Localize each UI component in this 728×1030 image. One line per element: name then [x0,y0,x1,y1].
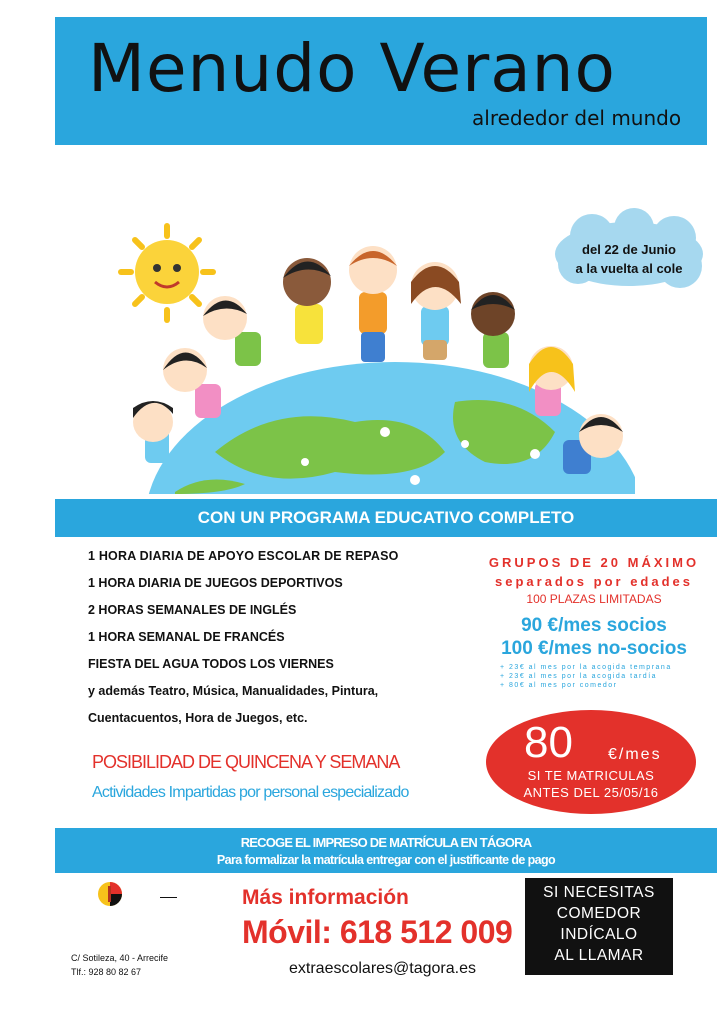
page-subtitle: alrededor del mundo [472,106,682,130]
enrollment-note: Para formalizar la matrícula entregar con el justificante de pago [216,853,556,867]
activities-list [88,549,399,738]
fortnight-option: POSIBILIDAD DE QUINCENA Y SEMANA [92,752,400,772]
dining-notice-box [525,878,673,975]
promo-line-2: ANTES DEL 25/05/16 [523,785,659,800]
page-title: Menudo Verano [88,30,616,107]
pricing-column [470,555,718,690]
promo-price: 80 [524,718,573,767]
address: C/ Sotileza, 40 - Arrecife [71,953,169,963]
early-enrollment-badge [486,710,696,814]
promo-unit: €/mes [608,746,662,763]
dining-line-4: AL LLAMAR [554,947,644,964]
activity-item: 1 HORA SEMANAL DE FRANCÉS [88,630,285,644]
extra-item: + 23€ al mes por la acogida tardía [500,673,658,680]
staff-note: Actividades Impartidas por personal especializado [92,784,409,801]
activity-item: 1 HORA DIARIA DE JUEGOS DEPORTIVOS [88,576,343,590]
activity-item: 1 HORA DIARIA DE APOYO ESCOLAR DE REPASO [88,549,399,563]
more-info-heading: Más información [242,886,409,909]
tagora-logo-icon [97,881,123,907]
phone-number: Tlf.: 928 80 82 67 [71,967,142,977]
price-non-members: 100 €/mes no-socios [501,638,687,659]
dining-line-2: COMEDOR [556,905,642,922]
contact-email[interactable]: extraescolares@tagora.es [289,960,476,977]
extras-list [500,663,718,690]
activity-item: Cuentacuentos, Hora de Juegos, etc. [88,711,308,725]
enrollment-title: RECOGE EL IMPRESO DE MATRÍCULA EN TÁGORA [240,835,532,850]
extra-item: + 23€ al mes por la acogida temprana [500,664,672,671]
date-line-1: del 22 de Junio [582,242,676,257]
divider [160,897,177,898]
groups-by-age: separados por edades [495,574,693,589]
dining-line-1: SI NECESITAS [543,884,655,901]
mobile-number[interactable]: Móvil: 618 512 009 [242,914,513,950]
program-title: CON UN PROGRAMA EDUCATIVO COMPLETO [197,508,575,527]
dining-line-3: INDÍCALO [560,926,638,943]
date-cloud [548,208,710,294]
program-band [55,499,717,537]
activity-item: 2 HORAS SEMANALES DE INGLÉS [88,603,297,617]
activity-item: FIESTA DEL AGUA TODOS LOS VIERNES [88,657,334,671]
limited-places: 100 PLAZAS LIMITADAS [526,592,662,606]
enrollment-band [55,828,717,873]
price-members: 90 €/mes socios [521,615,667,636]
activity-item: y además Teatro, Música, Manualidades, Pintura, [88,684,379,698]
promo-line-1: SI TE MATRICULAS [527,768,655,783]
sun-icon [121,226,213,320]
groups-max: GRUPOS DE 20 MÁXIMO [488,555,700,570]
extra-item: + 80€ al mes por comedor [500,682,618,689]
date-line-2: a la vuelta al cole [575,261,683,276]
